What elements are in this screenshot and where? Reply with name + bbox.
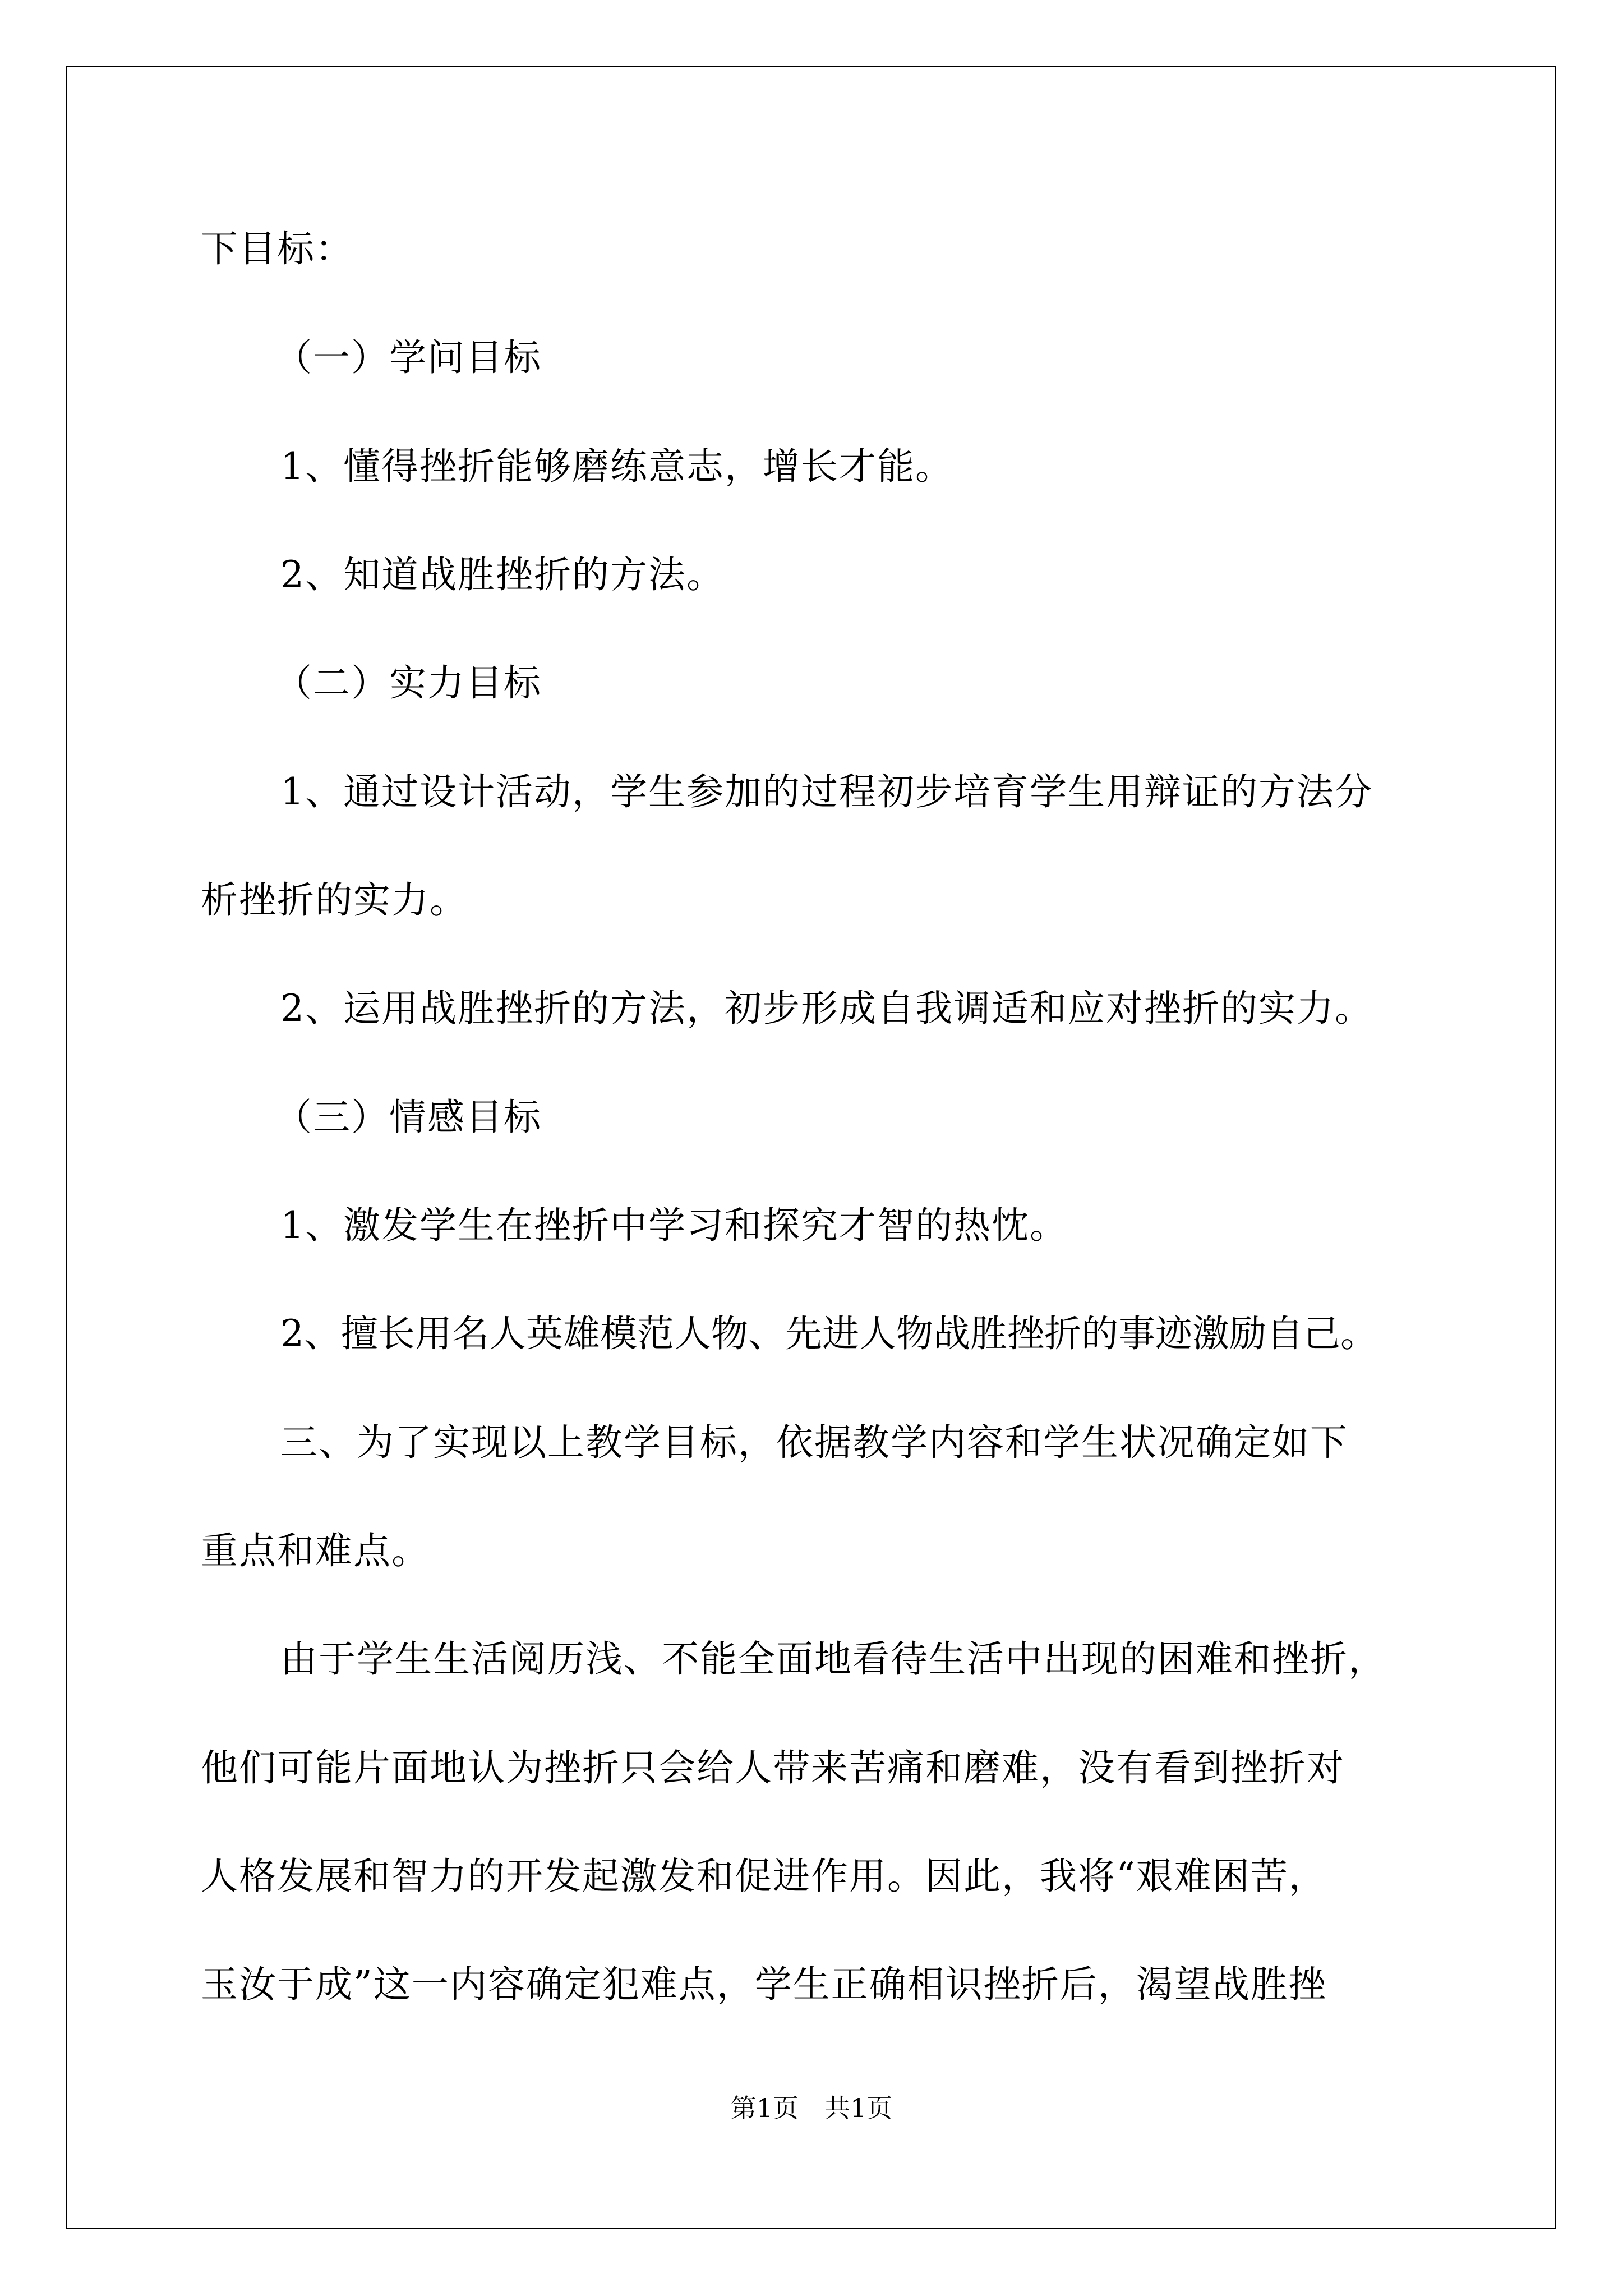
page-border xyxy=(66,66,1556,2229)
text-line: 三、为了实现以上教学目标，依据教学内容和学生状况确定如下 xyxy=(280,1421,1348,1464)
text-line: 2、知道战胜挫折的方法。 xyxy=(280,553,725,596)
text-line: 1、懂得挫折能够磨练意志，增长才能。 xyxy=(280,445,953,488)
text-line: 玉汝于成”这一内容确定犯难点，学生正确相识挫折后，渴望战胜挫 xyxy=(201,1963,1327,2006)
text-line: 2、运用战胜挫折的方法，初步形成自我调适和应对挫折的实力。 xyxy=(280,987,1373,1030)
text-line: 2、擅长用名人英雄模范人物、先进人物战胜挫折的事迹激励自己。 xyxy=(280,1312,1377,1355)
text-line: 由于学生生活阅历浅、不能全面地看待生活中出现的困难和挫折， xyxy=(280,1637,1386,1681)
section-heading: （二）实力目标 xyxy=(275,661,542,705)
page-footer: 第1页 共1页 xyxy=(730,2093,893,2123)
text-line: 下目标： xyxy=(201,227,353,270)
section-heading: （三）情感目标 xyxy=(275,1096,542,1139)
section-heading: （一）学问目标 xyxy=(275,336,542,379)
text-line: 1、激发学生在挫折中学习和探究才智的热忱。 xyxy=(280,1204,1068,1247)
text-line: 重点和难点。 xyxy=(201,1529,430,1572)
text-line: 析挫折的实力。 xyxy=(201,878,468,922)
text-line: 1、通过设计活动，学生参加的过程初步培育学生用辩证的方法分 xyxy=(280,770,1373,813)
text-line: 他们可能片面地认为挫折只会给人带来苦痛和磨难，没有看到挫折对 xyxy=(201,1746,1345,1789)
text-line: 人格发展和智力的开发起激发和促进作用。因此，我将“艰难困苦， xyxy=(201,1855,1327,1898)
